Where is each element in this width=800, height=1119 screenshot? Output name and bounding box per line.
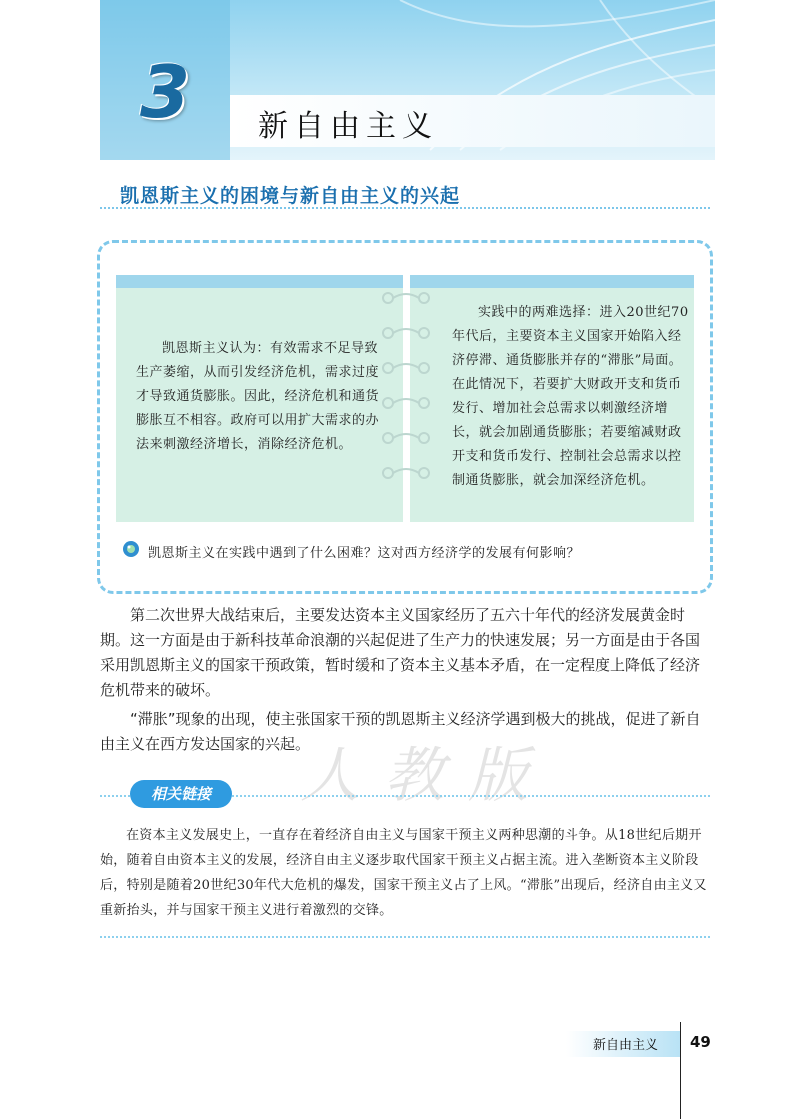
question-bullet-icon bbox=[122, 540, 140, 558]
inquiry-question: 凯恩斯主义在实践中遇到了什么困难？这对西方经济学的发展有何影响？ bbox=[148, 546, 581, 561]
page-top-strip bbox=[116, 275, 403, 288]
notebook-right-page bbox=[410, 275, 694, 522]
keynesian-view-text: 凯恩斯主义认为：有效需求不足导致生产萎缩，从而引发经济危机，需求过度才导致通货膨胀。因此，经济危机和通货膨胀互不相容。政府可以用扩大需求的办法来刺激经济增长，消除经济危机。 bbox=[136, 341, 380, 452]
related-bottom-divider bbox=[100, 936, 710, 938]
practice-dilemma-text: 实践中的两难选择：进入20世纪70年代后，主要资本主义国家开始陷入经济停滞、通货膨胀并存的“滞胀”局面。在此情况下，若要扩大财政开支和货币发行、增加社会总需求以刺激经济增长，就会加剧通货膨胀；若要缩减财政开支和货币发行、控制社会总需求以控制通货膨胀，就会加深经济危机。 bbox=[452, 305, 689, 488]
chapter-title: 新自由主义 bbox=[258, 109, 438, 144]
section-heading: 凯恩斯主义的困境与新自由主义的兴起 bbox=[120, 185, 461, 207]
page-number: 49 bbox=[690, 1033, 711, 1051]
body-paragraph-2: “滞胀”现象的出现，使主张国家干预的凯恩斯主义经济学遇到极大的挑战，促进了新自由主义在西方发达国家的兴起。 bbox=[100, 710, 701, 753]
watermark: 人教版 bbox=[300, 741, 552, 811]
footer-rule bbox=[680, 1022, 681, 1119]
section-divider bbox=[100, 207, 710, 209]
notebook-left-page bbox=[116, 275, 403, 522]
related-link-tag: 相关链接 bbox=[130, 780, 232, 808]
page-top-strip bbox=[410, 275, 694, 288]
body-paragraph-1: 第二次世界大战结束后，主要发达资本主义国家经历了五六十年代的经济发展黄金时期。这一方面是由于新科技革命浪潮的兴起促进了生产力的快速发展；另一方面是由于各国采用凯恩斯主义的国家干预政策，暂时缓和了资本主义基本矛盾，在一定程度上降低了经济危机带来的破坏。 bbox=[100, 606, 701, 699]
binder-rings-icon bbox=[376, 288, 436, 508]
related-link-text: 在资本主义发展史上，一直存在着经济自由主义与国家干预主义两种思潮的斗争。从18世纪后期开始，随着自由资本主义的发展，经济自由主义逐步取代国家干预主义占据主流。进入垄断资本主义阶段后，特别是随着20世纪30年代大危机的爆发，国家干预主义占了上风。“滞胀”出现后，经济自由主义又重新抬头，并与国家干预主义进行着激烈的交锋。 bbox=[100, 828, 707, 918]
footer-chapter-title: 新自由主义 bbox=[593, 1038, 659, 1053]
chapter-number: 3 bbox=[140, 50, 191, 134]
